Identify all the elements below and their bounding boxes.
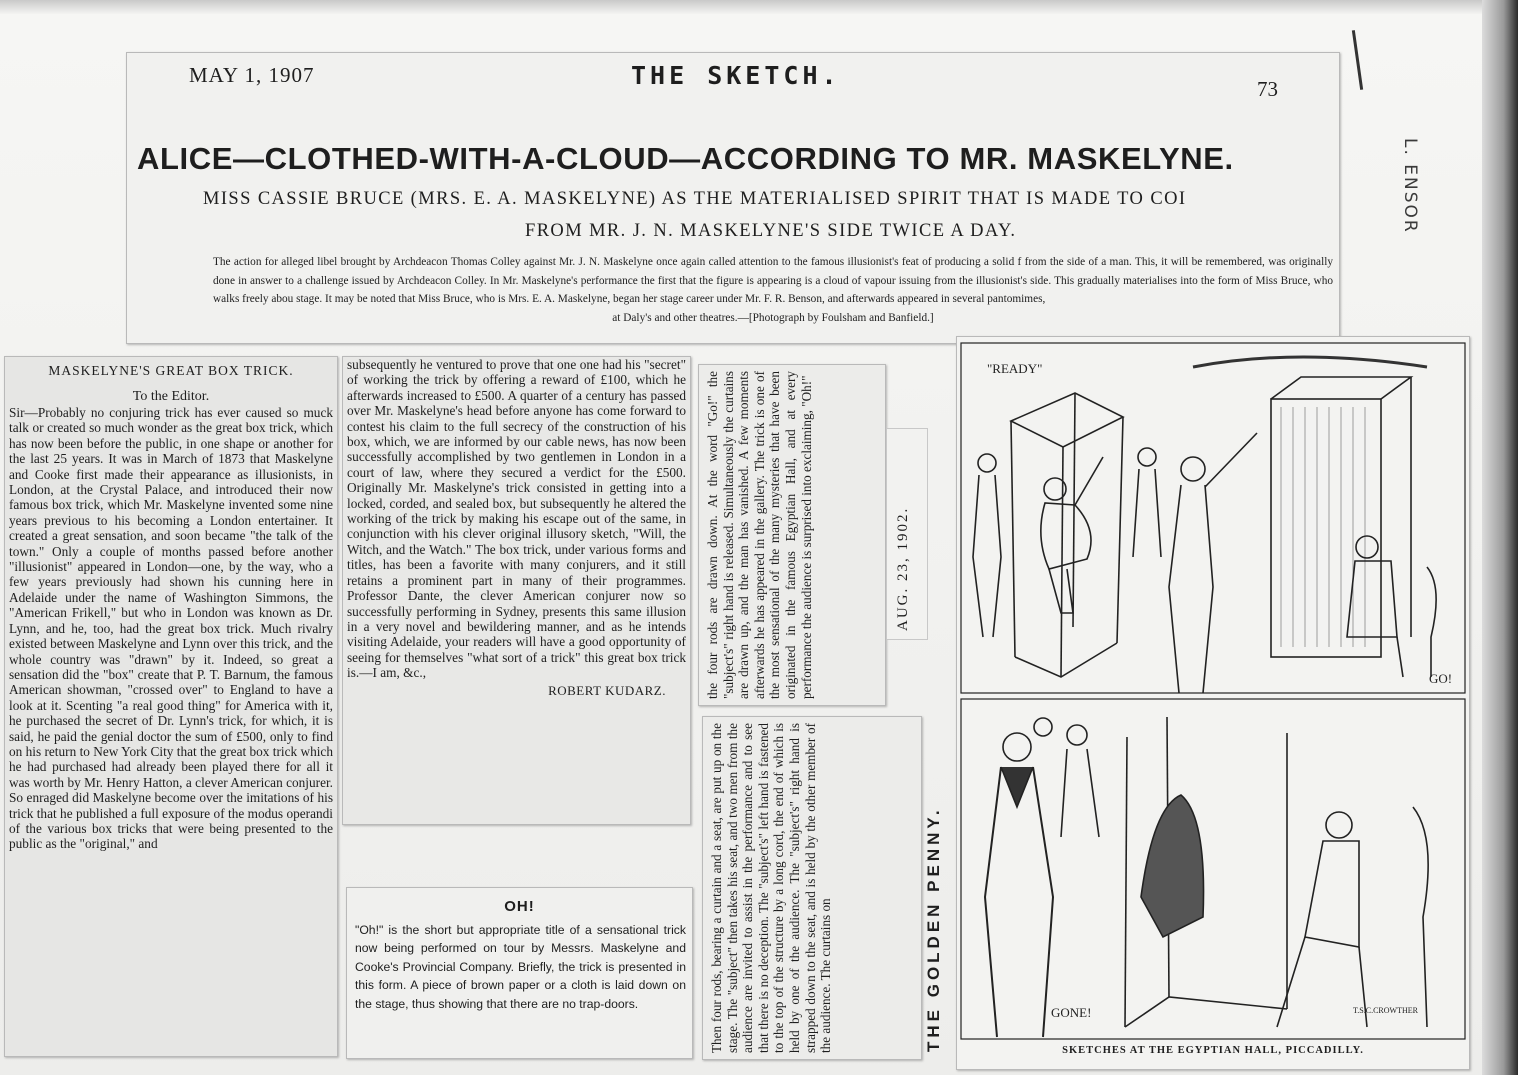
letter-body-1: Sir—Probably no conjuring trick has ever caused so muck talk or created so much wonder as the great box trick, which has now been before the public, in one shape or another for the last 25 years. It was in March of 1873 that Maskelyne and Cooke first made their appearance as illusionists, in London, at the Crystal Palace, and introduced their now famous box trick, which Mr. Maskelyne invented some nine years previous to his becoming a London entertainer. It created a great sensation, and soon became "the talk of the town." Only a couple of months passed before another "illusionist" appeared in London—one, by the way, who a few years previously had shown his cunning here in Adelaide under the name of Washington Simmons, the "American Frikell," but who in London was known as Dr. Lynn, and he, too, had the great box trick. Much rivalry existed between Maskelyne and Lynn over this trick, and the whole country was "drawn" by it. Indeed, so great a sensation did the "box" create that P. T. Barnum, the famous American showman, "crossed over" to England to have a look at it. Scenting "a real good thing" for America with it, he purchased the secret of Dr. Lynn's trick, for which, it is said, he paid the genial doctor the sum of £500, only to find on his return to New York City that the great box trick which he had purchased had already been played there for all it was worth by Mr. Henry Hatton, a clever American conjurer. So enraged did Maskelyne become over the imitations of his trick that he published a full exposure of the modus operandi of the various box tricks that were being presented to the public as the "original," and (9, 405, 333, 852)
page-right-edge (1482, 0, 1518, 1075)
subheadline-1: MISS CASSIE BRUCE (MRS. E. A. MASKELYNE) AS THE MATERIALISED SPIRIT THAT IS MADE TO COI (203, 189, 1187, 209)
label-ready: "READY" (987, 361, 1043, 376)
date-tag-text: AUG. 23, 1902. (895, 506, 911, 631)
page-top-edge (0, 0, 1518, 14)
vertical-clipping-2 (702, 716, 922, 1060)
golden-penny-label (918, 716, 954, 1058)
letter-title: MASKELYNE'S GREAT BOX TRICK. (48, 363, 294, 378)
issue-date: MAY 1, 1907 (189, 63, 315, 87)
oh-title: OH! (504, 898, 535, 915)
label-gone: GONE! (1051, 1005, 1092, 1020)
vertical-text-1: the four rods are drawn down. At the word "Go!" the "subject's" right hand is released. Simultaneously the curtains are drawn up, and the man has vanished. A few moments afterwards he has appeared in the gallery. The trick is one of the most sensational of the many mysteries that have been originated in the famous Egyptian Hall, and at every performance the audience is surprised into exclaiming, "Oh!" (705, 371, 814, 699)
subheadline-2: FROM MR. J. N. MASKELYNE'S SIDE TWICE A DAY. (525, 221, 1017, 241)
letter-body-2: subsequently he ventured to prove that one one had his "secret" of working the trick by offering a reward of £100, which he afterwards increased to £500. A quarter of a century has passed over Mr. Maskelyne's head before anyone has come forward to contest his claim to the full secrecy of the construction of his box, which, we are informed by our cable news, has now been successfully accomplished by two gentlemen in London in a court of law, where they secured a verdict for the £500. Originally Mr. Maskelyne's trick consisted in getting into a locked, corded, and sealed box, but subsequently he altered the working of the trick by making his escape out of the same, in conjunction with his clever original illusory sketch, "Will, the Witch, and the Watch." The box trick, under various forms and titles, has been a favorite with many conjurers, and it still retains a prominent part in many of their programmes. Professor Dante, the clever American conjurer now so successfully performing in Sydney, presents this same illusion in a very novel and bewildering manner, and as he intends visiting Adelaide, your readers will have a good opportunity of seeing for themselves "what sort of a trick" this great box trick is.—I am, &c., (347, 357, 686, 681)
date-tag (886, 428, 928, 640)
intro-paragraph (213, 253, 1333, 327)
letter-clipping-column-1 (4, 356, 338, 1057)
headline: ALICE—CLOTHED-WITH-A-CLOUD—ACCORDING TO MR. MASKELYNE. (137, 141, 1234, 176)
vertical-text-2: Then four rods, bearing a curtain and a seat, are put up on the stage. The "subject" then takes his seat, and two men from the audience are invited to assist in the performance and to see that there is no deception. The "subject's" left hand is fastened to the top of the structure by a long cord, the end of which is held by one of the audience. The "subject's" right hand is strapped down to the seat, and is held by the other member of the audience. The curtains on (709, 723, 834, 1053)
letter-salutation: To the Editor. (132, 389, 210, 404)
letter-clipping-column-2 (342, 356, 691, 825)
page-number: 73 (1257, 77, 1278, 101)
sketch-illustration (957, 337, 1469, 1069)
oh-clipping (346, 887, 693, 1059)
sketch-caption: SKETCHES AT THE EGYPTIAN HALL, PICCADILLY. (1062, 1045, 1364, 1056)
letter-signature: ROBERT KUDARZ. (548, 682, 666, 698)
stamp-text: L. ENSOR (1400, 138, 1420, 234)
label-go: GO! (1429, 671, 1453, 686)
pencil-mark (1352, 30, 1363, 90)
golden-penny-text: THE GOLDEN PENNY. (924, 806, 943, 1052)
oh-body: "Oh!" is the short but appropriate title of a sensational trick now being performed on tour by Messrs. Maskelyne and Cooke's Provincial Company. Briefly, the trick is presented in this form. A piece of brown paper or a cloth is laid down on the stage, thus showing that there are no trap-doors. (355, 923, 686, 1011)
sketch-header-clipping (126, 52, 1340, 344)
artist-signature: T.S.C.CROWTHER (1353, 1006, 1418, 1015)
publication-title: THE SKETCH. (631, 61, 841, 90)
ensor-stamp (1384, 138, 1424, 248)
egyptian-hall-sketches (956, 336, 1470, 1070)
intro-text: The action for alleged libel brought by Archdeacon Thomas Colley against Mr. J. N. Maskelyne once again called attention to the famous illusionist's feat of producing a solid f from the side of a man. This, it will be remembered, was originally done in answer to a challenge issued by Archdeacon Colley. In Mr. Maskelyne's performance the first that the figure is appearing is a cloud of vapour issuing from the illusionist's side. This gradually materialises into the form of Miss Bruce, who walks freely abou stage. It may be noted that Miss Bruce, who is Mrs. E. A. Maskelyne, began her stage career under Mr. F. R. Benson, and afterwards appeared in several pantomimes, (213, 256, 1333, 305)
vertical-clipping-1 (698, 364, 886, 706)
photo-credit: at Daly's and other theatres.—[Photograph by Foulsham and Banfield.] (612, 311, 934, 324)
